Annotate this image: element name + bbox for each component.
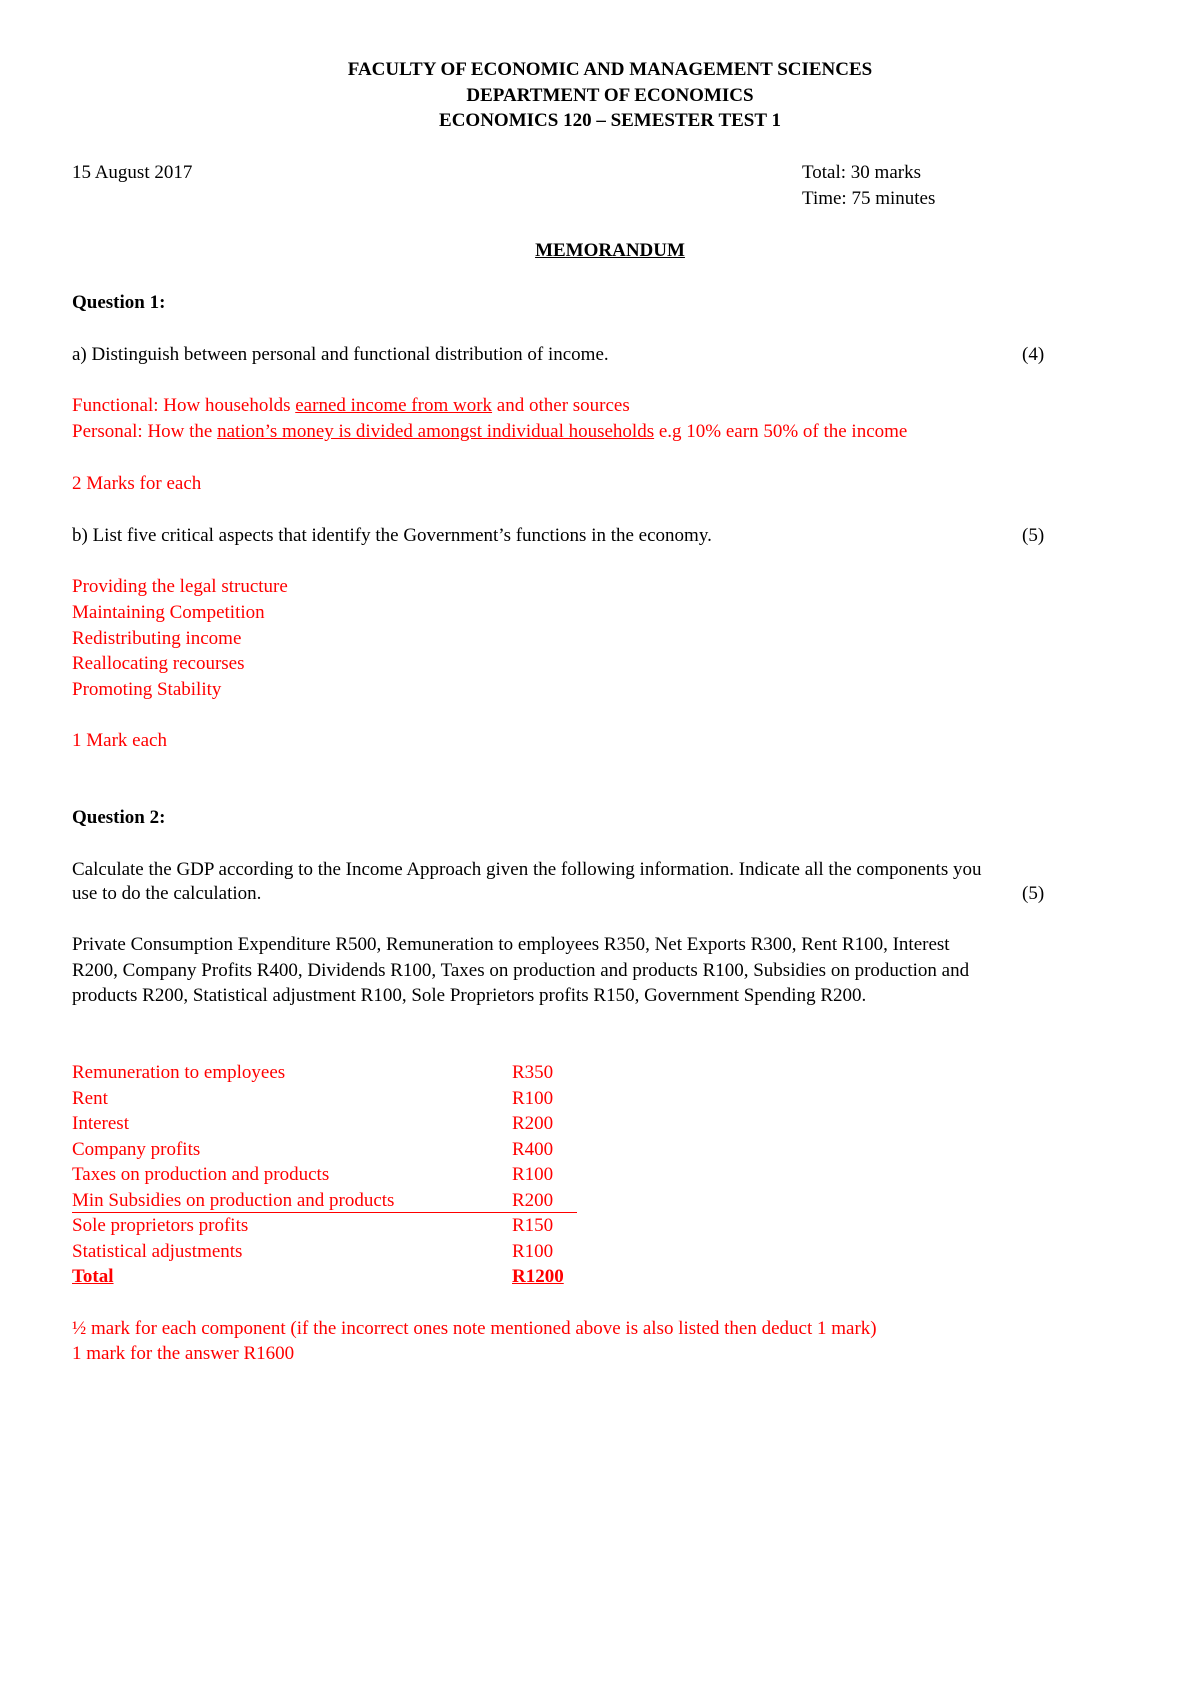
question-1b-marks: (5) — [1022, 525, 1045, 546]
table-row — [72, 1188, 577, 1213]
component-value: R100 — [512, 1241, 554, 1262]
course-heading: ECONOMICS 120 – SEMESTER TEST 1 — [439, 110, 781, 131]
table-row — [72, 1162, 577, 1188]
list-item: Reallocating recourses — [72, 653, 245, 674]
table-total-row — [72, 1264, 577, 1290]
question-2-marking-note-1: ½ mark for each component (if the incorrect ones note mentioned above is also listed then deduct 1 mark) — [72, 1318, 877, 1339]
answer-functional — [72, 393, 630, 419]
question-1a-text: a) Distinguish between personal and functional distribution of income. — [72, 344, 609, 365]
component-value: R350 — [512, 1062, 554, 1083]
answer-functional-underlined: earned income from work — [295, 395, 493, 416]
total-marks: Total: 30 marks — [802, 162, 921, 183]
question-2-instruction-line-2: use to do the calculation. — [72, 883, 262, 904]
test-date: 15 August 2017 — [72, 162, 193, 183]
list-item: Providing the legal structure — [72, 576, 288, 597]
question-2-heading: Question 2: — [72, 807, 166, 828]
question-2-info-line-1: Private Consumption Expenditure R500, Remuneration to employees R350, Net Exports R300, Rent R100, Interest — [72, 934, 950, 955]
time-allowed: Time: 75 minutes — [802, 188, 936, 209]
component-name: Statistical adjustments — [72, 1241, 243, 1262]
component-name: Min Subsidies on production and products — [72, 1190, 395, 1211]
component-value: R150 — [512, 1215, 554, 1236]
department-heading: DEPARTMENT OF ECONOMICS — [466, 85, 754, 106]
table-row — [72, 1111, 577, 1137]
component-value: R100 — [512, 1164, 554, 1185]
document-title-text: MEMORANDUM — [535, 240, 685, 261]
question-1b-text: b) List five critical aspects that identify the Government’s functions in the economy. — [72, 525, 712, 546]
component-name: Remuneration to employees — [72, 1062, 286, 1083]
table-row — [72, 1086, 577, 1112]
faculty-heading: FACULTY OF ECONOMIC AND MANAGEMENT SCIENCES — [347, 59, 873, 80]
answer-personal-suffix: e.g 10% earn 50% of the income — [654, 421, 908, 442]
answer-personal — [72, 419, 907, 445]
component-value: R100 — [512, 1088, 554, 1109]
component-value: R400 — [512, 1139, 554, 1160]
table-row — [72, 1137, 577, 1163]
total-label: Total — [72, 1266, 114, 1287]
component-name: Taxes on production and products — [72, 1164, 330, 1185]
component-name: Rent — [72, 1088, 108, 1109]
component-value: R200 — [512, 1113, 554, 1134]
question-2-marks: (5) — [1022, 883, 1045, 904]
list-item: Maintaining Competition — [72, 602, 265, 623]
component-name: Company profits — [72, 1139, 201, 1160]
question-1-heading: Question 1: — [72, 292, 166, 313]
question-2-instruction-line-1: Calculate the GDP according to the Income Approach given the following information. Indicate all the components you — [72, 859, 982, 880]
question-2-info-line-3: products R200, Statistical adjustment R100, Sole Proprietors profits R150, Government Spending R200. — [72, 985, 867, 1006]
answer-personal-underlined: nation’s money is divided amongst individual households — [217, 421, 655, 442]
table-row — [72, 1213, 577, 1239]
list-item: Promoting Stability — [72, 679, 222, 700]
answer-functional-suffix: and other sources — [492, 395, 630, 416]
answer-personal-prefix: Personal: How the — [72, 421, 218, 442]
document-title — [0, 238, 1200, 264]
component-name: Interest — [72, 1113, 129, 1134]
component-value: R200 — [512, 1190, 554, 1211]
table-row — [72, 1060, 577, 1086]
question-1b-marking-note: 1 Mark each — [72, 730, 167, 751]
table-row — [72, 1239, 577, 1265]
question-2-marking-note-2: 1 mark for the answer R1600 — [72, 1343, 295, 1364]
question-2-info-line-2: R200, Company Profits R400, Dividends R100, Taxes on production and products R100, Subsidies on production and — [72, 960, 970, 981]
component-name: Sole proprietors profits — [72, 1215, 249, 1236]
question-1a-marking-note: 2 Marks for each — [72, 473, 202, 494]
total-value: R1200 — [512, 1266, 564, 1287]
list-item: Redistributing income — [72, 628, 242, 649]
question-1a-marks: (4) — [1022, 344, 1045, 365]
answer-functional-prefix: Functional: How households — [72, 395, 296, 416]
